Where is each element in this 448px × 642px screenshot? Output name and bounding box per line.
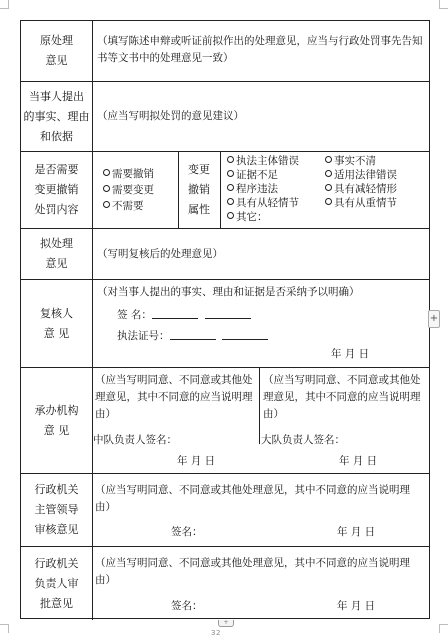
reviewer-signature: 签 名： [117,306,251,324]
hint-reviewer-opinion: （对当事人提出的事实、理由和证据是否采纳予以明确） [97,286,360,298]
reviewer-date[interactable]: 年 月 日 [331,348,370,360]
row-change-revoke [21,152,429,229]
attr-heavier-circumstance[interactable]: 具有从重情节 [325,196,397,210]
circle-bullet-icon [227,170,234,177]
crop-mark-bottom-right [439,624,448,633]
circle-bullet-icon [227,212,234,219]
circle-bullet-icon [227,156,234,163]
head-date[interactable]: 年 月 日 [337,600,376,612]
cert-line-1[interactable] [170,327,216,340]
circle-bullet-icon [227,184,234,191]
circle-bullet-icon [103,185,110,192]
signature-line-1[interactable] [152,306,198,319]
field-reviewer-opinion [93,280,429,367]
row-reviewer-opinion [21,280,429,368]
handling-right-date[interactable]: 年 月 日 [339,455,378,467]
attr-lighter-circumstance[interactable]: 具有从轻情节 [227,196,299,210]
head-signature[interactable]: 签名： [171,600,203,612]
row-party-facts [21,82,429,152]
label-change-revoke: 是否需要 变更撤销 处罚内容 [21,152,93,228]
cert-line-2[interactable] [222,327,268,340]
reviewer-cert-number: 执法证号： [117,327,268,345]
option-revoke[interactable]: 需要撤销 [103,166,154,182]
attr-law-error[interactable]: 适用法律错误 [325,168,397,182]
handling-left-date[interactable]: 年 月 日 [177,455,216,467]
row-supervisor-review [21,474,429,547]
supervisor-signature[interactable]: 签名： [171,526,203,538]
hint-supervisor-review: （应当写明同意、不同意或其他处理意见，其中不同意的应当说明理由） [95,484,410,513]
supervisor-date[interactable]: 年 月 日 [337,526,376,538]
review-form-table [20,20,430,619]
signature-line-2[interactable] [205,306,251,319]
circle-bullet-icon [325,184,332,191]
attribute-options-left [227,154,299,224]
row-handling-opinion [21,368,429,474]
attr-unclear-facts[interactable]: 事实不清 [325,154,397,168]
label-change-attribute: 变更 撤销 属性 [188,163,210,216]
crop-mark-top-left [0,0,9,9]
row-proposed-opinion [21,229,429,280]
label-handling-opinion: 承办机构 意 见 [21,368,93,473]
hint-handling-right: （应当写明同意、不同意或其他处理意见，其中不同意的应当说明理由） [263,374,421,420]
field-head-approval [93,547,429,620]
label-head-approval: 行政机关 负责人审 批意见 [21,547,93,620]
crop-mark-bottom-left [0,624,9,633]
field-handling-opinion [93,368,429,473]
row-original-opinion [21,21,429,82]
circle-bullet-icon [103,169,110,176]
attr-procedure-violation[interactable]: 程序违法 [227,182,299,196]
attribute-options-right [325,154,397,210]
field-original-opinion[interactable] [93,21,429,81]
label-original-opinion: 原处理 意见 [21,21,93,81]
label-supervisor-review: 行政机关 主管领导 审核意见 [21,474,93,546]
label-party-facts: 当事人提出 的事实、理由 和依据 [21,82,93,151]
page-break-marker: + [218,620,234,627]
divider [259,368,260,444]
attr-other[interactable]: 其它： [227,210,299,224]
squad-leader-signature[interactable]: 中队负责人签名： [93,434,177,446]
label-proposed-opinion: 拟处理 意见 [21,229,93,279]
option-no-need[interactable]: 不需要 [103,198,154,214]
circle-bullet-icon [325,198,332,205]
page-number: 32 [211,629,221,637]
field-proposed-opinion[interactable] [93,229,429,279]
divider [220,152,221,228]
label-reviewer-opinion: 复核人 意 见 [21,280,93,367]
attr-insufficient-evidence[interactable]: 证据不足 [227,168,299,182]
option-change[interactable]: 需要变更 [103,182,154,198]
circle-bullet-icon [325,156,332,163]
row-head-approval [21,547,429,620]
crop-mark-top-right [439,0,448,9]
hint-proposed-opinion: （写明复核后的处理意见） [97,248,223,260]
circle-bullet-icon [227,198,234,205]
brigade-leader-signature[interactable]: 大队负责人签名： [261,434,345,446]
circle-bullet-icon [325,170,332,177]
hint-party-facts: （应当写明拟处罚的意见建议） [97,110,244,122]
attr-subject-error[interactable]: 执法主体错误 [227,154,299,168]
hint-head-approval: （应当写明同意、不同意或其他处理意见，其中不同意的应当说明理由） [95,557,410,586]
attr-mitigating-circumstance[interactable]: 具有减轻情形 [325,182,397,196]
hint-handling-left: （应当写明同意、不同意或其他处理意见，其中不同意的应当说明理由） [95,374,253,420]
field-change-revoke [93,152,429,228]
change-options [103,166,154,214]
plus-icon[interactable]: + [428,310,440,328]
field-party-facts[interactable] [93,82,429,151]
field-supervisor-review [93,474,429,546]
hint-original-opinion: （填写陈述申辩或听证前拟作出的处理意见，应当与行政处罚事先告知书等文书中的处理意见一致） [97,35,423,64]
circle-bullet-icon [103,201,110,208]
